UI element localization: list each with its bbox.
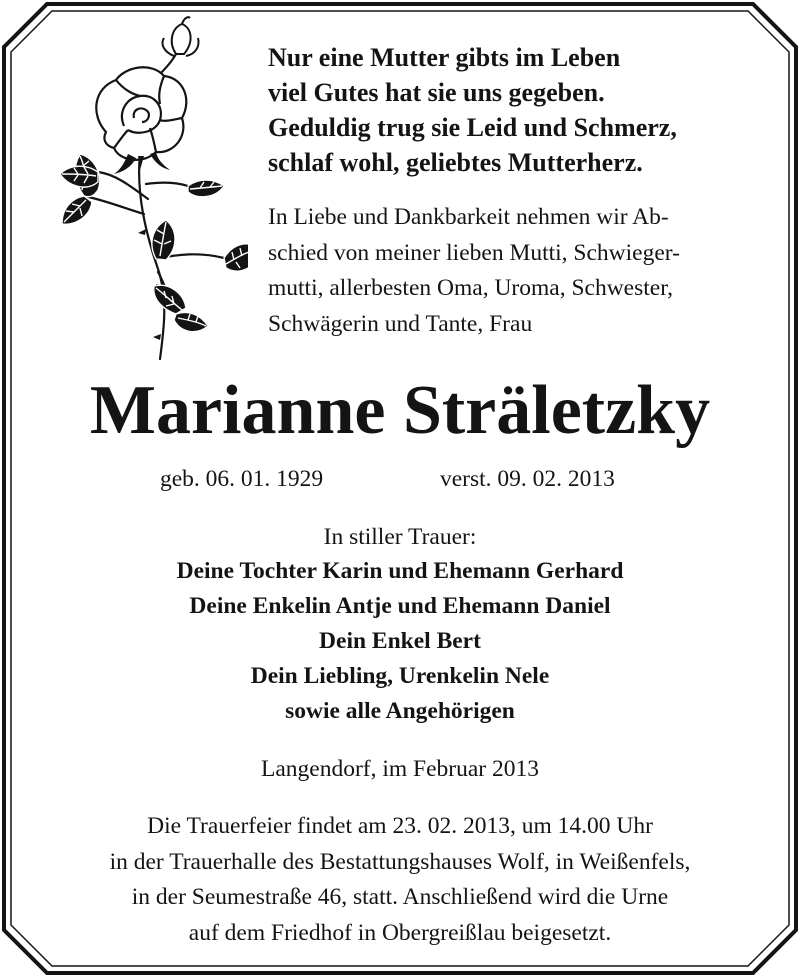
poem-line: Nur eine Mutter gibts im Leben — [268, 43, 621, 72]
mourner-line: Deine Tochter Karin und Ehemann Gerhard — [176, 558, 624, 584]
poem-line: viel Gutes hat sie uns gegeben. — [268, 78, 605, 107]
mourner-line: Dein Enkel Bert — [319, 628, 481, 654]
funeral-line: Die Trauerfeier findet am 23. 02. 2013, um 14.00 Uhr — [147, 813, 653, 839]
death-date: verst. 09. 02. 2013 — [440, 466, 615, 492]
funeral-line: in der Seumestraße 46, statt. Anschließend wird die Urne — [131, 884, 669, 910]
intro-line: In Liebe und Dankbarkeit nehmen wir Ab- — [268, 204, 669, 230]
intro-line: Schwägerin und Tante, Frau — [268, 310, 533, 337]
intro-line: schied von meiner lieben Mutti, Schwieger- — [268, 239, 680, 266]
memorial-poem — [268, 40, 788, 180]
mourning-heading: In stiller Trauer: — [323, 524, 477, 550]
funeral-line: auf dem Friedhof in Obergreißlau beigesetzt. — [188, 919, 612, 946]
mourner-line: Deine Enkelin Antje und Ehemann Daniel — [189, 593, 611, 619]
mourners-list — [0, 554, 800, 729]
mourner-line: Dein Liebling, Urenkelin Nele — [250, 663, 550, 689]
funeral-details — [0, 809, 800, 951]
poem-line: Geduldig trug sie Leid und Schmerz, — [268, 113, 677, 142]
poem-line: schlaf wohl, geliebtes Mutterherz. — [268, 148, 643, 177]
deceased-name: Marianne Sträletzky — [89, 372, 711, 449]
rose-illustration — [28, 14, 248, 364]
place-and-date: Langendorf, im Februar 2013 — [260, 756, 539, 782]
mourner-line: sowie alle Angehörigen — [285, 698, 515, 724]
funeral-line: in der Trauerhalle des Bestattungshauses Wolf, in Weißenfels, — [109, 848, 691, 875]
birth-date: geb. 06. 01. 1929 — [160, 466, 324, 492]
farewell-intro — [268, 200, 788, 342]
intro-line: mutti, allerbesten Oma, Uroma, Schwester, — [268, 275, 673, 301]
